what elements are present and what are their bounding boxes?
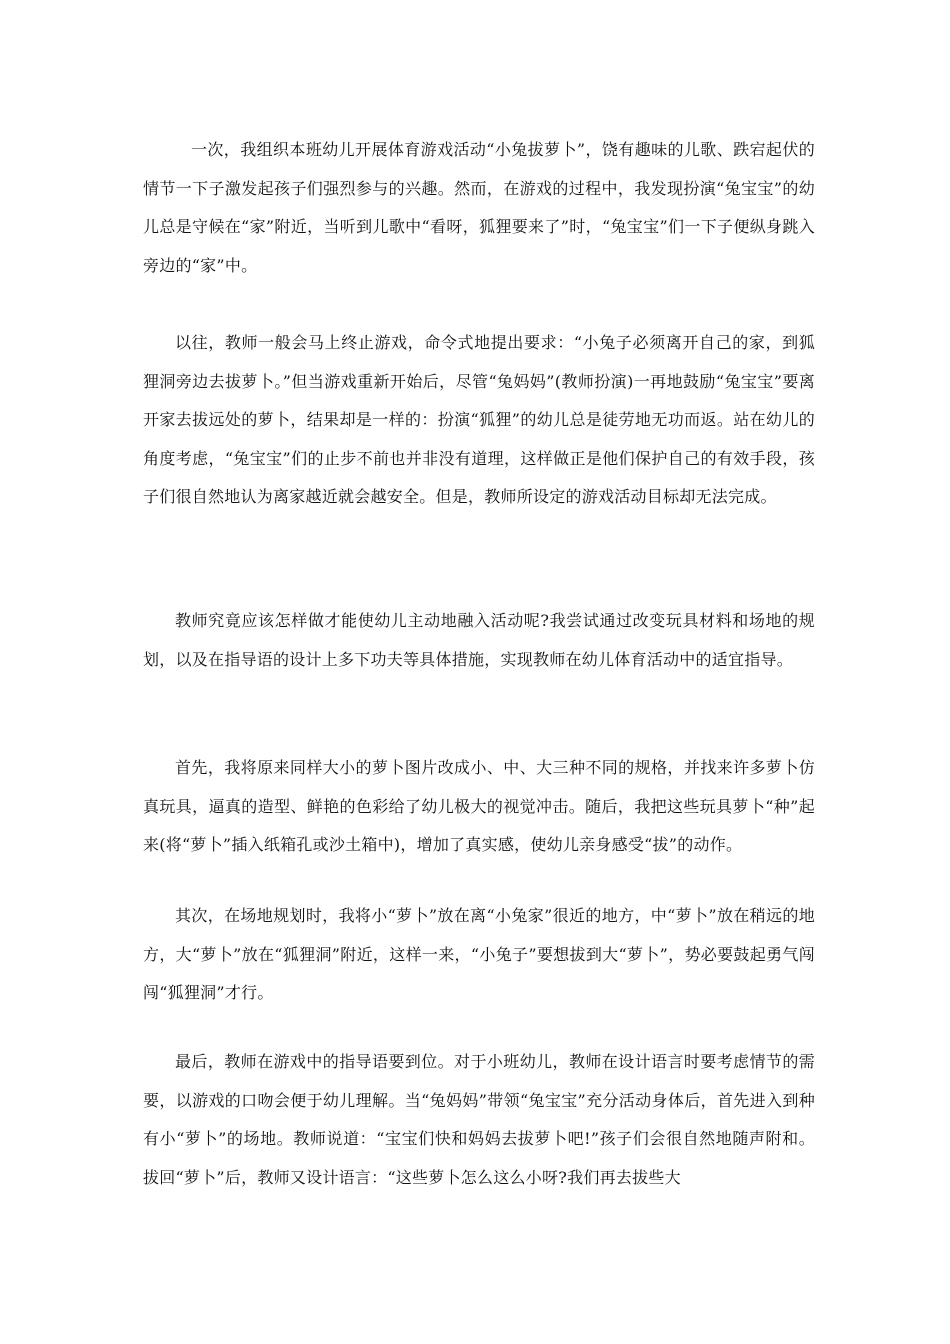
paragraph-intro: 一次，我组织本班幼儿开展体育游戏活动“小兔拔萝卜”，饶有趣味的儿歌、跌宕起伏的情节一下子激发起孩子们强烈参与的兴趣。然而，在游戏的过程中，我发现扮演“兔宝宝”的幼儿总是守候在“家”附近，当听到儿歌中“看呀，狐狸要来了”时，“兔宝宝”们一下子便纵身跳入旁边的“家”中。 (143, 140, 815, 275)
paragraph-second-measure: 其次，在场地规划时，我将小“萝卜”放在离“小兔家”很近的地方，中“萝卜”放在稍远的地方，大“萝卜”放在“狐狸洞”附近，这样一来，“小兔子”要想拔到大“萝卜”，势必要鼓起勇气闯闯“狐狸洞”才行。 (143, 906, 815, 1003)
paragraph-third-measure: 最后，教师在游戏中的指导语要到位。对于小班幼儿，教师在设计语言时要考虑情节的需要，以游戏的口吻会便于幼儿理解。当“兔妈妈”带领“兔宝宝”充分活动身体后，首先进入到种有小“萝卜”的场地。教师说道：“宝宝们快和妈妈去拔萝卜吧!”孩子们会很自然地随声附和。拔回“萝卜”后，教师又设计语言：“这些萝卜怎么这么小呀?我们再去拔些大 (143, 1052, 815, 1187)
paragraph-traditional-approach: 以往，教师一般会马上终止游戏，命令式地提出要求：“小兔子必须离开自己的家，到狐狸洞旁边去拔萝卜。”但当游戏重新开始后，尽管“兔妈妈”(教师扮演)一再地鼓励“兔宝宝”要离开家去拔远处的萝卜，结果却是一样的：扮演“狐狸”的幼儿总是徒劳地无功而返。站在幼儿的角度考虑，“兔宝宝”们的止步不前也并非没有道理，这样做正是他们保护自己的有效手段，孩子们很自然地认为离家越近就会越安全。但是，教师所设定的游戏活动目标却无法完成。 (143, 333, 815, 507)
paragraph-first-measure: 首先，我将原来同样大小的萝卜图片改成小、中、大三种不同的规格，并找来许多萝卜仿真玩具，逼真的造型、鲜艳的色彩给了幼儿极大的视觉冲击。随后，我把这些玩具萝卜“种”起来(将“萝卜”插入纸箱孔或沙土箱中)，增加了真实感，使幼儿亲身感受“拔”的动作。 (143, 758, 815, 855)
paragraph-question: 教师究竟应该怎样做才能使幼儿主动地融入活动呢?我尝试通过改变玩具材料和场地的规划，以及在指导语的设计上多下功夫等具体措施，实现教师在幼儿体育活动中的适宜指导。 (143, 611, 815, 669)
